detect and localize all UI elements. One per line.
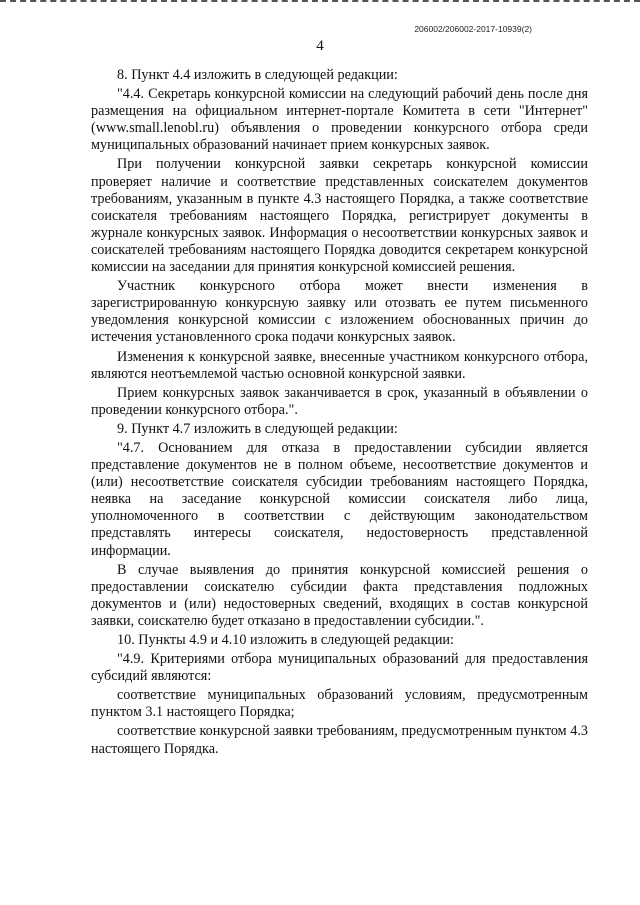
paragraph: "4.7. Основанием для отказа в предоставлении субсидии является представление документов не в полном объеме, несоответствие документов и (или) несоответствие соискателя субсидии требованиям настоящего Порядка, неявка на заседание конкурсной комиссии соискателя либо лица, уполномоченного в соответствии с действующим законодательством представлять интересы соискателя, недостоверность представленной информации. (91, 439, 588, 559)
paragraph: При получении конкурсной заявки секретарь конкурсной комиссии проверяет наличие и соответствие представленных соискателем документов требованиям, указанным в пункте 4.3 настоящего Порядка, а также соответствие соискателя требованиям настоящего Порядка, регистрирует документы в журнале конкурсных заявок. Информация о несоответствии конкурсных заявок и соискателей требованиям настоящего Порядка доводится секретарем конкурсной комиссии на заседании для принятия конкурсной комиссией решения. (91, 156, 588, 276)
paragraph: 9. Пункт 4.7 изложить в следующей редакции: (117, 420, 398, 437)
paragraph: соответствие конкурсной заявки требованиям, предусмотренным пунктом 4.3 настоящего Порядка. (91, 723, 588, 757)
scan-top-edge (0, 0, 640, 8)
document-body (91, 67, 588, 760)
document-id: 206002/206002-2017-10939(2) (414, 24, 532, 34)
page-number: 4 (316, 38, 324, 54)
paragraph: Изменения к конкурсной заявке, внесенные участником конкурсного отбора, являются неотъемлемой частью основной конкурсной заявки. (91, 348, 588, 382)
paragraph: Участник конкурсного отбора может внести изменения в зарегистрированную конкурсную заявку или отозвать ее путем письменного уведомления конкурсной комиссии с изложением обоснованных причин до истечения установленного срока подачи конкурсных заявок. (91, 278, 588, 346)
paragraph: Прием конкурсных заявок заканчивается в срок, указанный в объявлении о проведении конкурсного отбора.". (91, 384, 588, 418)
paragraph: В случае выявления до принятия конкурсной комиссией решения о предоставлении соискателю субсидии факта представления подложных документов и (или) недостоверных сведений, входящих в состав конкурсной заявки, соискателю будет отказано в предоставлении субсидии.". (91, 561, 588, 629)
paragraph: "4.4. Секретарь конкурсной комиссии на следующий рабочий день после дня размещения на официальном интернет-портале Комитета в сети "Интернет" (www.small.lenobl.ru) объявления о проведении конкурсного отбора среди муниципальных образований начинает прием конкурсных заявок. (91, 86, 588, 154)
paragraph: 10. Пункты 4.9 и 4.10 изложить в следующей редакции: (117, 632, 454, 648)
paragraph: соответствие муниципальных образований условиям, предусмотренным пунктом 3.1 настоящего Порядка; (91, 687, 588, 721)
paragraph: 8. Пункт 4.4 изложить в следующей редакции: (117, 67, 398, 83)
paragraph: "4.9. Критериями отбора муниципальных образований для предоставления субсидий являются: (91, 651, 588, 685)
